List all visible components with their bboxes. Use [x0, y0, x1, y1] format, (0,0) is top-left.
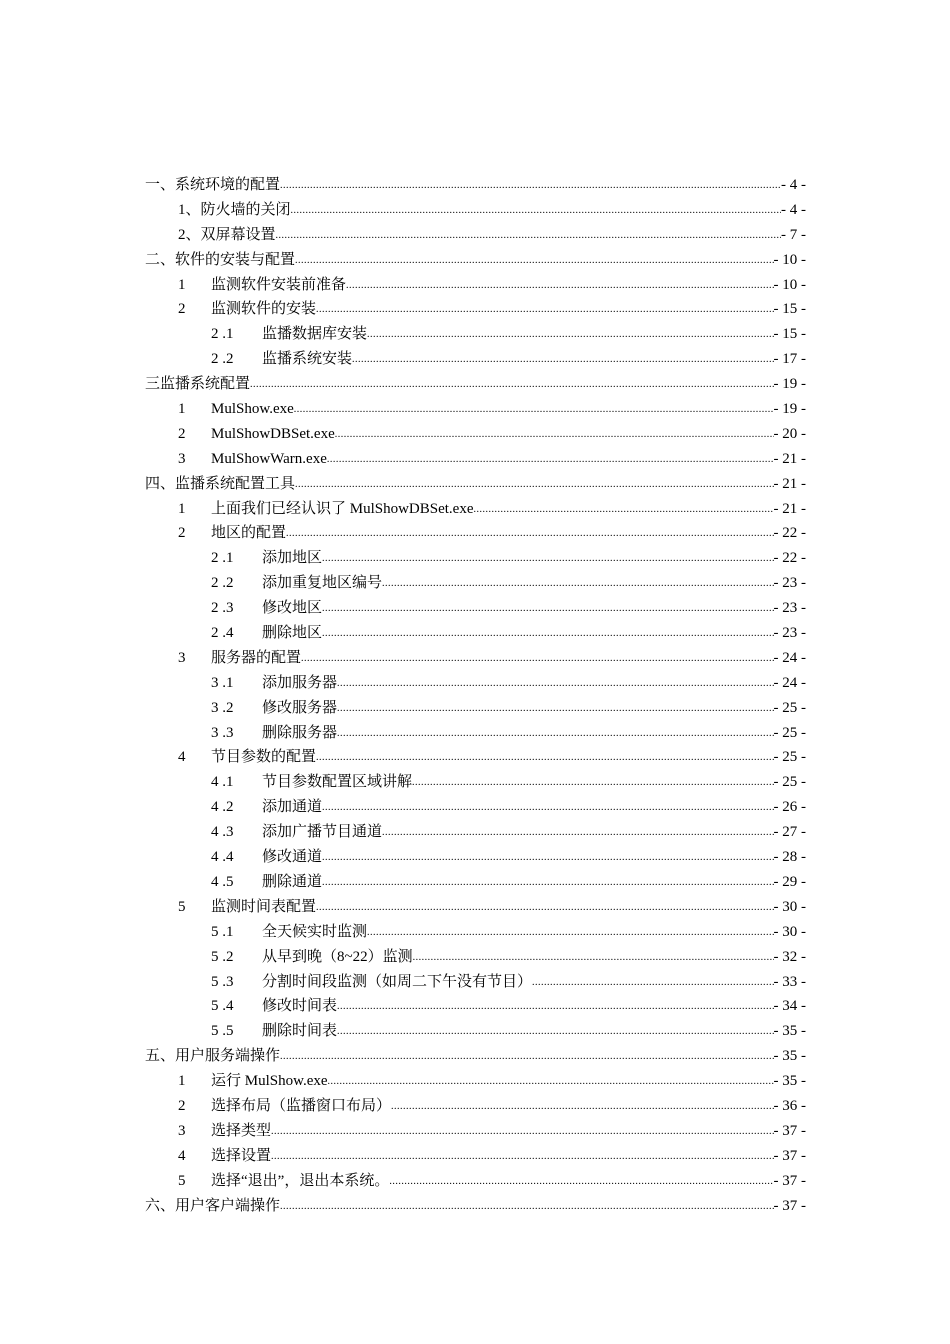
toc-dot-leader	[316, 746, 773, 771]
toc-entry[interactable]	[145, 945, 806, 970]
toc-dot-leader	[322, 796, 773, 821]
toc-dot-leader	[291, 199, 781, 224]
toc-entry[interactable]	[145, 322, 806, 347]
toc-entry-number: 2 .3	[211, 600, 234, 617]
toc-entry-number: 2 .1	[211, 326, 234, 343]
toc-entry-title: 监播系统安装	[262, 351, 353, 368]
toc-dot-leader	[322, 597, 773, 622]
toc-entry[interactable]	[145, 571, 806, 596]
toc-entry-page: - 35 -	[773, 1048, 806, 1065]
toc-entry-page: - 32 -	[773, 948, 806, 965]
toc-entry-page: - 27 -	[773, 824, 806, 841]
toc-dot-leader	[389, 1170, 773, 1195]
toc-entry-number: 五、	[145, 1048, 176, 1065]
toc-entry-number: 4 .2	[211, 799, 234, 816]
toc-entry[interactable]	[145, 1144, 806, 1169]
toc-entry[interactable]	[145, 721, 806, 746]
toc-entry-title: 添加服务器	[262, 674, 338, 691]
toc-entry-page: - 25 -	[773, 749, 806, 766]
toc-entry[interactable]	[145, 696, 806, 721]
toc-entry-page: - 21 -	[773, 450, 806, 467]
toc-entry-number: 5 .2	[211, 948, 234, 965]
toc-entry-page: - 23 -	[773, 575, 806, 592]
toc-entry[interactable]	[145, 297, 806, 322]
toc-dot-leader	[301, 647, 773, 672]
toc-entry-page: - 26 -	[773, 799, 806, 816]
toc-entry[interactable]	[145, 820, 806, 845]
toc-entry[interactable]	[145, 198, 806, 223]
toc-entry-number: 2、	[178, 226, 201, 243]
toc-entry-page: - 22 -	[773, 550, 806, 567]
table-of-contents	[145, 173, 806, 1218]
toc-dot-leader	[322, 871, 773, 896]
toc-entry-number: 3 .2	[211, 699, 234, 716]
toc-entry[interactable]	[145, 422, 806, 447]
toc-entry-title: 服务器的配置	[211, 649, 302, 666]
toc-dot-leader	[337, 995, 773, 1020]
toc-entry-title: 监播系统配置	[160, 376, 251, 393]
toc-entry-number: 三	[145, 376, 161, 393]
toc-entry-page: - 28 -	[773, 849, 806, 866]
toc-entry[interactable]	[145, 895, 806, 920]
toc-entry-title: MulShowDBSet.exe	[211, 425, 335, 442]
toc-entry-number: 3	[178, 649, 186, 666]
toc-entry-number: 2 .1	[211, 550, 234, 567]
toc-dot-leader	[337, 1020, 773, 1045]
toc-dot-leader	[276, 224, 781, 249]
toc-entry-title: 修改时间表	[262, 998, 338, 1015]
toc-dot-leader	[280, 1045, 773, 1070]
toc-entry-page: - 22 -	[773, 525, 806, 542]
toc-entry-page: - 34 -	[773, 998, 806, 1015]
toc-entry-title: 添加广播节目通道	[262, 824, 383, 841]
toc-entry-number: 3	[178, 1122, 186, 1139]
toc-entry[interactable]	[145, 671, 806, 696]
toc-dot-leader	[382, 821, 773, 846]
toc-entry-title: MulShow.exe	[211, 401, 294, 418]
toc-dot-leader	[335, 423, 774, 448]
toc-entry-page: - 21 -	[773, 475, 806, 492]
toc-entry-page: - 15 -	[773, 301, 806, 318]
toc-entry-number: 4	[178, 1147, 186, 1164]
toc-dot-leader	[328, 1070, 774, 1095]
toc-dot-leader	[322, 846, 773, 871]
toc-entry-page: - 10 -	[773, 276, 806, 293]
toc-dot-leader	[250, 373, 773, 398]
toc-entry-number: 4 .1	[211, 774, 234, 791]
toc-entry-page: - 4 -	[781, 177, 806, 193]
toc-entry-title: 软件的安装与配置	[175, 251, 296, 268]
toc-entry-number: 4	[178, 749, 186, 766]
toc-entry-page: - 37 -	[773, 1147, 806, 1164]
toc-dot-leader	[413, 946, 774, 971]
toc-dot-leader	[280, 174, 781, 199]
toc-entry-page: - 29 -	[773, 873, 806, 890]
toc-entry-number: 1	[178, 500, 186, 517]
toc-entry-title: 防火墙的关闭	[200, 201, 291, 218]
toc-entry-number: 2 .4	[211, 625, 234, 642]
toc-entry-page: - 19 -	[773, 376, 806, 393]
toc-entry[interactable]	[145, 970, 806, 995]
toc-entry-page: - 37 -	[773, 1172, 806, 1189]
toc-entry-title: 运行 MulShow.exe	[211, 1073, 328, 1090]
toc-entry[interactable]	[145, 546, 806, 571]
toc-entry-page: - 24 -	[773, 674, 806, 691]
toc-dot-leader	[346, 274, 773, 299]
toc-entry[interactable]	[145, 770, 806, 795]
toc-entry-number: 5	[178, 1172, 186, 1189]
toc-dot-leader	[316, 896, 773, 921]
toc-dot-leader	[322, 547, 773, 572]
toc-entry-title: 监测软件安装前准备	[211, 276, 347, 293]
toc-dot-leader	[412, 771, 773, 796]
toc-entry[interactable]	[145, 447, 806, 472]
toc-entry-title: 修改地区	[262, 600, 323, 617]
toc-dot-leader	[295, 249, 773, 274]
toc-entry-number: 2	[178, 525, 186, 542]
toc-entry[interactable]	[145, 920, 806, 945]
toc-entry-page: - 30 -	[773, 923, 806, 940]
toc-entry-title: 删除时间表	[262, 1023, 338, 1040]
toc-dot-leader	[382, 572, 773, 597]
toc-dot-leader	[327, 448, 774, 473]
toc-entry[interactable]	[145, 497, 806, 522]
toc-entry-title: 双屏幕设置	[200, 226, 276, 243]
toc-entry[interactable]	[145, 994, 806, 1019]
toc-entry-number: 3	[178, 450, 186, 467]
toc-entry[interactable]	[145, 745, 806, 770]
toc-entry-page: - 25 -	[773, 724, 806, 741]
toc-entry[interactable]	[145, 372, 806, 397]
toc-entry-title: 修改服务器	[262, 699, 338, 716]
toc-entry-page: - 37 -	[773, 1197, 806, 1214]
toc-dot-leader	[322, 622, 773, 647]
toc-entry-number: 3 .3	[211, 724, 234, 741]
toc-entry[interactable]	[145, 845, 806, 870]
toc-entry[interactable]	[145, 1119, 806, 1144]
toc-entry-page: - 37 -	[773, 1122, 806, 1139]
toc-entry-title: 地区的配置	[211, 525, 287, 542]
toc-entry-page: - 25 -	[773, 774, 806, 791]
toc-entry-number: 5	[178, 898, 186, 915]
toc-entry[interactable]	[145, 795, 806, 820]
toc-entry-title: 修改通道	[262, 849, 323, 866]
toc-entry-page: - 23 -	[773, 625, 806, 642]
toc-entry-number: 1	[178, 276, 186, 293]
toc-entry-page: - 35 -	[773, 1073, 806, 1090]
toc-entry-number: 3 .1	[211, 674, 234, 691]
toc-dot-leader	[367, 921, 773, 946]
toc-entry-title: 添加通道	[262, 799, 323, 816]
toc-entry-title: 监测软件的安装	[211, 301, 317, 318]
toc-entry-page: - 4 -	[781, 201, 806, 218]
toc-entry[interactable]	[145, 223, 806, 248]
toc-dot-leader	[316, 298, 773, 323]
toc-entry-title: 删除服务器	[262, 724, 338, 741]
toc-entry[interactable]	[145, 173, 806, 198]
toc-entry-page: - 19 -	[773, 401, 806, 418]
toc-entry-number: 2 .2	[211, 351, 234, 368]
toc-dot-leader	[271, 1145, 773, 1170]
toc-entry-title: 系统环境的配置	[175, 177, 281, 193]
toc-entry-number: 1	[178, 1073, 186, 1090]
toc-entry-number: 一、	[145, 177, 176, 193]
toc-entry-number: 4 .3	[211, 824, 234, 841]
toc-entry[interactable]	[145, 1044, 806, 1069]
toc-entry-number: 2 .2	[211, 575, 234, 592]
toc-entry-title: 监播数据库安装	[262, 326, 368, 343]
toc-entry-page: - 25 -	[773, 699, 806, 716]
toc-entry-number: 5 .1	[211, 923, 234, 940]
toc-entry[interactable]	[145, 472, 806, 497]
toc-entry[interactable]	[145, 1019, 806, 1044]
toc-entry-page: - 33 -	[773, 973, 806, 990]
toc-entry-page: - 17 -	[773, 351, 806, 368]
toc-entry[interactable]	[145, 1094, 806, 1119]
toc-entry[interactable]	[145, 596, 806, 621]
toc-entry-number: 4 .5	[211, 873, 234, 890]
toc-entry-page: - 20 -	[773, 425, 806, 442]
toc-entry[interactable]	[145, 646, 806, 671]
toc-dot-leader	[337, 697, 773, 722]
toc-entry-title: 用户服务端操作	[175, 1048, 281, 1065]
toc-dot-leader	[337, 722, 773, 747]
toc-entry-page: - 24 -	[773, 649, 806, 666]
toc-entry-title: 删除地区	[262, 625, 323, 642]
toc-entry-page: - 7 -	[781, 226, 806, 243]
toc-entry[interactable]	[145, 870, 806, 895]
toc-entry[interactable]	[145, 397, 806, 422]
toc-entry-number: 二、	[145, 251, 176, 268]
toc-entry-title: 节目参数配置区域讲解	[262, 774, 413, 791]
toc-entry[interactable]	[145, 248, 806, 273]
toc-entry-number: 2	[178, 425, 186, 442]
toc-dot-leader	[367, 323, 773, 348]
toc-dot-leader	[474, 498, 774, 523]
toc-entry-page: - 35 -	[773, 1023, 806, 1040]
toc-dot-leader	[295, 473, 773, 498]
toc-entry-title: 上面我们已经认识了 MulShowDBSet.exe	[211, 500, 474, 517]
toc-entry-title: 选择“退出”，退出本系统。	[211, 1172, 390, 1189]
toc-entry-number: 5 .5	[211, 1023, 234, 1040]
toc-entry-number: 4 .4	[211, 849, 234, 866]
toc-entry[interactable]	[145, 621, 806, 646]
toc-entry-title: 选择布局（监播窗口布局）	[211, 1097, 392, 1114]
toc-entry-title: 从早到晚（8~22）监测	[262, 948, 413, 965]
toc-entry[interactable]	[145, 347, 806, 372]
toc-entry-title: 监播系统配置工具	[175, 475, 296, 492]
toc-entry-number: 四、	[145, 475, 176, 492]
toc-entry[interactable]	[145, 1069, 806, 1094]
toc-entry[interactable]	[145, 521, 806, 546]
toc-entry-number: 2	[178, 301, 186, 318]
toc-entry-page: - 10 -	[773, 251, 806, 268]
toc-entry-title: 分割时间段监测（如周二下午没有节目）	[262, 973, 533, 990]
toc-entry-number: 5 .3	[211, 973, 234, 990]
toc-dot-leader	[280, 1195, 773, 1220]
toc-entry[interactable]	[145, 273, 806, 298]
toc-entry-number: 六、	[145, 1197, 176, 1214]
toc-entry-title: 选择类型	[211, 1122, 272, 1139]
toc-entry-title: 监测时间表配置	[211, 898, 317, 915]
toc-entry-number: 1	[178, 401, 186, 418]
toc-entry[interactable]	[145, 1194, 806, 1219]
toc-dot-leader	[532, 971, 773, 996]
toc-entry-title: 删除通道	[262, 873, 323, 890]
toc-dot-leader	[286, 522, 773, 547]
toc-dot-leader	[294, 398, 774, 423]
toc-entry-title: MulShowWarn.exe	[211, 450, 327, 467]
toc-entry-page: - 23 -	[773, 600, 806, 617]
toc-dot-leader	[391, 1095, 773, 1120]
toc-entry-title: 节目参数的配置	[211, 749, 317, 766]
toc-dot-leader	[271, 1120, 773, 1145]
toc-entry-title: 选择设置	[211, 1147, 272, 1164]
toc-entry-title: 添加重复地区编号	[262, 575, 383, 592]
toc-entry-number: 1、	[178, 201, 201, 218]
toc-entry-title: 添加地区	[262, 550, 323, 567]
toc-entry-title: 全天候实时监测	[262, 923, 368, 940]
toc-entry-number: 5 .4	[211, 998, 234, 1015]
toc-entry-page: - 15 -	[773, 326, 806, 343]
toc-entry-page: - 36 -	[773, 1097, 806, 1114]
toc-entry-title: 用户客户端操作	[175, 1197, 281, 1214]
toc-entry-number: 2	[178, 1097, 186, 1114]
toc-entry-page: - 21 -	[773, 500, 806, 517]
toc-dot-leader	[337, 672, 773, 697]
toc-entry-page: - 30 -	[773, 898, 806, 915]
toc-dot-leader	[352, 348, 773, 373]
toc-entry[interactable]	[145, 1169, 806, 1194]
